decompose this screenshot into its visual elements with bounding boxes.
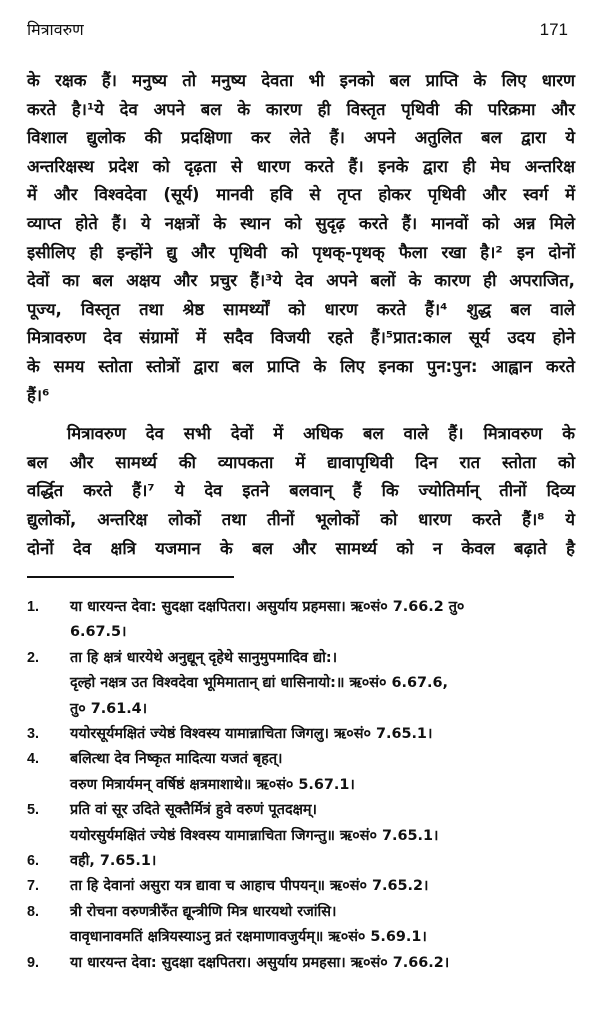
footnote-number: 4. <box>27 751 40 768</box>
footnote-9 <box>27 951 575 976</box>
footnote-6 <box>27 849 575 874</box>
footnote-line: ता हि देवानां असुरा यत्र द्यावा च आहाच पीपयन्॥ ऋ०सं० 7.65.2। <box>70 878 429 895</box>
footnote-line: वावृधानावमतिं क्षत्रियस्याऽनु व्रतं रक्षमाणावजुर्यम्॥ ऋ०सं० 5.69.1। <box>70 929 427 946</box>
footnote-number: 1. <box>27 599 40 615</box>
footnote-line: 6.67.5। <box>70 624 127 641</box>
text-line: मित्रावरुण देव संग्रामों में सदैव विजयी रहते हैं।⁵प्रात:काल सूर्य उदय होने <box>27 328 575 348</box>
footnote-line: त्री रोचना वरुणत्रीरुँत द्यून्त्रीणि मित्र धारयथो रजांसि। <box>70 903 337 920</box>
footnote-2 <box>27 646 575 722</box>
text-line: द्युलोकों, अन्तरिक्ष लोकों तथा तीनों भूलोकों को धारण करते हैं।⁸ ये <box>27 509 575 529</box>
text-line: अन्तरिक्षस्थ प्रदेश को दृढ़ता से धारण करते हैं। इनके द्वारा ही मेघ अन्तरिक्ष <box>27 156 575 176</box>
text-line: करते है।¹ये देव अपने बल के कारण ही विस्तृत पृथिवी की परिक्रमा और <box>27 99 575 119</box>
footnote-1 <box>27 595 575 646</box>
footnote-number: 9. <box>27 954 40 971</box>
footnote-line: वही, 7.65.1। <box>70 853 157 870</box>
footnote-3 <box>27 722 575 747</box>
paragraph-2 <box>27 420 575 563</box>
footnote-line: या धारयन्त देवा: सुदक्षा दक्षपितरा। असुर्याय प्रमहसा। ऋ०सं० 7.66.2। <box>70 954 450 971</box>
footnote-line: प्रति वां सूर उदिते सूक्तैर्मित्रं हुवे वरुणं पूतदक्षम्। <box>70 802 317 819</box>
footnote-number: 8. <box>27 903 40 920</box>
footnote-number: 6. <box>27 853 40 870</box>
footnote-line: दृल्हो नक्षत्र उत विश्वदेवा भूमिमातान् द्यां धासिनायो:॥ ऋ०सं० 6.67.6, <box>70 675 448 692</box>
chapter-title: मित्रावरुण <box>27 20 84 39</box>
footnote-divider <box>27 576 234 578</box>
text-line: वर्द्धित करते हैं।⁷ ये देव इतने बलवान् हैं कि ज्योतिर्मान् तीनों दिव्य <box>27 481 575 501</box>
footnote-number: 3. <box>27 726 40 743</box>
text-line: पूज्य, विस्तृत तथा श्रेष्ठ सामर्थ्यों को धारण करते हैं।⁴ शुद्ध बल वाले <box>27 299 575 319</box>
footnote-line: तु० 7.61.4। <box>70 700 148 717</box>
text-line: व्याप्त होते हैं। ये नक्षत्रों के स्थान को सुदृढ़ करते हैं। मानवों को अन्न मिले <box>27 213 575 233</box>
page-number: 171 <box>539 20 568 39</box>
footnote-7 <box>27 874 575 899</box>
text-line: हैं।⁶ <box>27 385 50 405</box>
footnote-line: ययोरसूर्यमक्षितं ज्येष्ठं विश्वस्य यामान्नाचिता जिगलु। ऋ०सं० 7.65.1। <box>70 726 433 743</box>
footnotes <box>27 595 575 976</box>
text-line: दोनों देव क्षत्रि यजमान के बल और सामर्थ्य को न केवल बढ़ाते है <box>27 538 575 558</box>
footnote-number: 5. <box>27 802 40 819</box>
running-header <box>27 18 568 42</box>
footnote-5 <box>27 798 575 849</box>
footnote-number: 7. <box>27 878 40 895</box>
text-line: बल और सामर्थ्य की व्यापकता में द्यावापृथिवी दिन रात स्तोता को <box>27 452 575 472</box>
paragraph-1 <box>27 67 575 410</box>
text-line: के समय स्तोता स्तोत्रों द्वारा बल प्राप्ति के लिए इनका पुन:पुन: आह्वान करते <box>27 356 575 376</box>
footnote-line: बलित्था देव निष्कृत मादित्या यजतं बृहत्। <box>70 751 283 768</box>
footnote-line: या धारयन्त देवा: सुदक्षा दक्षपितरा। असुर्याय प्रहमसा। ऋ०सं० 7.66.2 तु० <box>70 599 465 615</box>
text-line: देवों का बल अक्षय और प्रचुर हैं।³ये देव अपने बलों के कारण ही अपराजित, <box>27 271 575 291</box>
footnote-line: ययोरसुर्यमक्षितं ज्येष्ठं विश्वस्य यामान्नाचिता जिगन्तु॥ ऋ०सं० 7.65.1। <box>70 827 439 844</box>
footnote-8 <box>27 900 575 951</box>
text-line: इसीलिए ही इन्होंने द्यु और पृथिवी को पृथक्-पृथक् फैला रखा है।² इन दोनों <box>27 242 575 262</box>
footnote-number: 2. <box>27 649 40 666</box>
footnote-4 <box>27 747 575 798</box>
text-line: विशाल द्युलोक की प्रदक्षिणा कर लेते हैं। अपने अतुलित बल द्वारा ये <box>27 128 575 148</box>
text-line: के रक्षक हैं। मनुष्य तो मनुष्य देवता भी इनको बल प्राप्ति के लिए धारण <box>27 71 575 90</box>
text-line: मित्रावरुण देव सभी देवों में अधिक बल वाले हैं। मित्रावरुण के <box>67 424 575 444</box>
footnote-line: वरुण मित्रार्यमन् वर्षिष्ठं क्षत्रमाशाथे॥ ऋ०सं० 5.67.1। <box>70 776 355 793</box>
footnote-line: ता हि क्षत्रं धारयेथे अनुद्यून् दृहेथे सानुमुपमादिव द्यो:। <box>70 649 338 666</box>
text-line: में और विश्वदेवा (सूर्य) मानवी हवि से तृप्त होकर पृथिवी और स्वर्ग में <box>27 185 575 205</box>
main-text <box>27 67 575 563</box>
